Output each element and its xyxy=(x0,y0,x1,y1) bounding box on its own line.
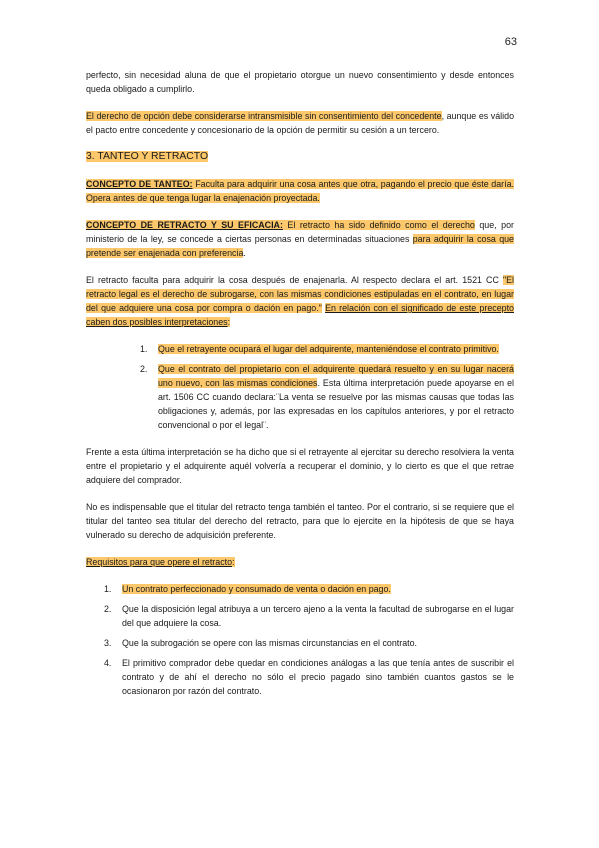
list-item-text: Que la subrogación se opere con las mismas circunstancias en el contrato. xyxy=(122,638,417,648)
list-number: 1. xyxy=(140,344,148,354)
list-number: 1. xyxy=(104,584,112,594)
list-item xyxy=(104,582,514,596)
list-number: 2. xyxy=(104,604,112,614)
list-item xyxy=(104,656,514,698)
interpretaciones-intro: En relación con el significado de este precepto caben dos posibles interpretaciones xyxy=(86,303,514,327)
highlighted-text: El derecho de opción debe considerarse intransmisible sin consentimiento del concedente xyxy=(86,111,442,121)
art-1521-intro: El retracto faculta para adquirir la cosa después de enajenarla. Al respecto declara el art. 1521 CC xyxy=(86,275,503,285)
list-number: 3. xyxy=(104,638,112,648)
paragraph-continuation: perfecto, sin necesidad aluna de que el propietario otorgue un nuevo consentimiento y desde entonces queda obligado a cumplirlo. xyxy=(86,70,514,94)
list-item-highlight: Que el retrayente ocupará el lugar del adquirente, manteniéndose el contrato primitivo. xyxy=(158,344,499,354)
list-item-highlight: Un contrato perfeccionado y consumado de venta o dación en pago. xyxy=(122,584,391,594)
tanteo-label: CONCEPTO DE TANTEO: xyxy=(86,179,193,189)
document-body xyxy=(86,68,514,711)
list-item-highlight: Que el contrato del propietario con el adquirente quedará resuelto y en su lugar nacerá uno nuevo, con las mismas condiciones xyxy=(158,364,514,388)
list-item xyxy=(140,362,514,432)
requisitos-list xyxy=(104,582,514,698)
page-number: 63 xyxy=(504,36,517,48)
retracto-text: que, por ministerio de la ley, se concede a ciertas personas en determinadas situaciones xyxy=(86,220,514,244)
paragraph-retracto xyxy=(86,218,514,260)
paragraph-opcion xyxy=(86,109,514,137)
section-title: 3. TANTEO Y RETRACTO xyxy=(86,151,209,162)
list-item-text: Que la disposición legal atribuya a un tercero ajeno a la venta la facultad de subrogarse en el lugar del que adquiere la cosa. xyxy=(122,604,514,628)
retracto-text-end: . xyxy=(243,248,246,258)
list-item xyxy=(104,602,514,630)
paragraph-no-es: No es indispensable que el titular del retracto tenga también el tanteo. Por el contrario, si se requiere que el titular del tanteo sea titular del derecho del retracto, para que lo ejercite en la hipótesis de que se haya vulnerado su derecho de adquisición preferente. xyxy=(86,502,514,540)
retracto-text-highlight-2: para adquirir la cosa que pretende ser enajenada con preferencia xyxy=(86,234,514,258)
list-item xyxy=(140,342,514,356)
list-item-text: El primitivo comprador debe quedar en condiciones análogas a las que tenía antes de suscribir el contrato y de ahí el derecho no sólo el precio pagado sino también cuantos gastos se le ocasionaron por razón del contrato. xyxy=(122,658,514,696)
requisitos-heading xyxy=(86,555,514,569)
art-1521-quote: "El retracto legal es el derecho de subrogarse, con las mismas condiciones estipuladas en el contrato, en lugar del que adquiere una cosa por compra o dación en pago." xyxy=(86,275,514,313)
paragraph-tanteo xyxy=(86,177,514,205)
requisitos-title: Requisitos para que opere el retracto xyxy=(86,557,233,567)
section-heading xyxy=(86,150,514,164)
requisitos-colon: : xyxy=(232,557,235,567)
list-item-text: . Esta última interpretación puede apoyarse en el art. 1506 CC cuando declara:¨La venta se resuelve por las mismas causas que todas las obligaciones y, además, por las expresadas en los capítulos anteriores, y por el retracto convencional o por el legal¨. xyxy=(158,378,514,430)
paragraph-frente: Frente a esta última interpretación se ha dicho que si el retrayente al ejercitar su derecho resolviera la venta entre el propietario y el adquirente aquél volvería a recuperar el dominio, y lo cierto es que el que retrae adquiere del comprador. xyxy=(86,447,514,485)
list-item xyxy=(104,636,514,650)
tanteo-text: Faculta para adquirir una cosa antes que otra, pagando el precio que éste daría. Opera antes de que tenga lugar la enajenación proyectada. xyxy=(86,179,514,203)
retracto-text-highlight: El retracto ha sido definido como el derecho xyxy=(282,220,475,230)
paragraph-text: , aunque es válido el pacto entre concedente y concesionario de la opción de permitir su cesión a un tercero. xyxy=(86,111,514,135)
list-number: 2. xyxy=(140,364,148,374)
paragraph-art-1521 xyxy=(86,273,514,329)
retracto-label: CONCEPTO DE RETRACTO Y SU EFICACIA: xyxy=(86,220,283,230)
interpretations-list xyxy=(140,342,514,432)
list-number: 4. xyxy=(104,658,112,668)
interpretaciones-colon: : xyxy=(227,317,231,327)
